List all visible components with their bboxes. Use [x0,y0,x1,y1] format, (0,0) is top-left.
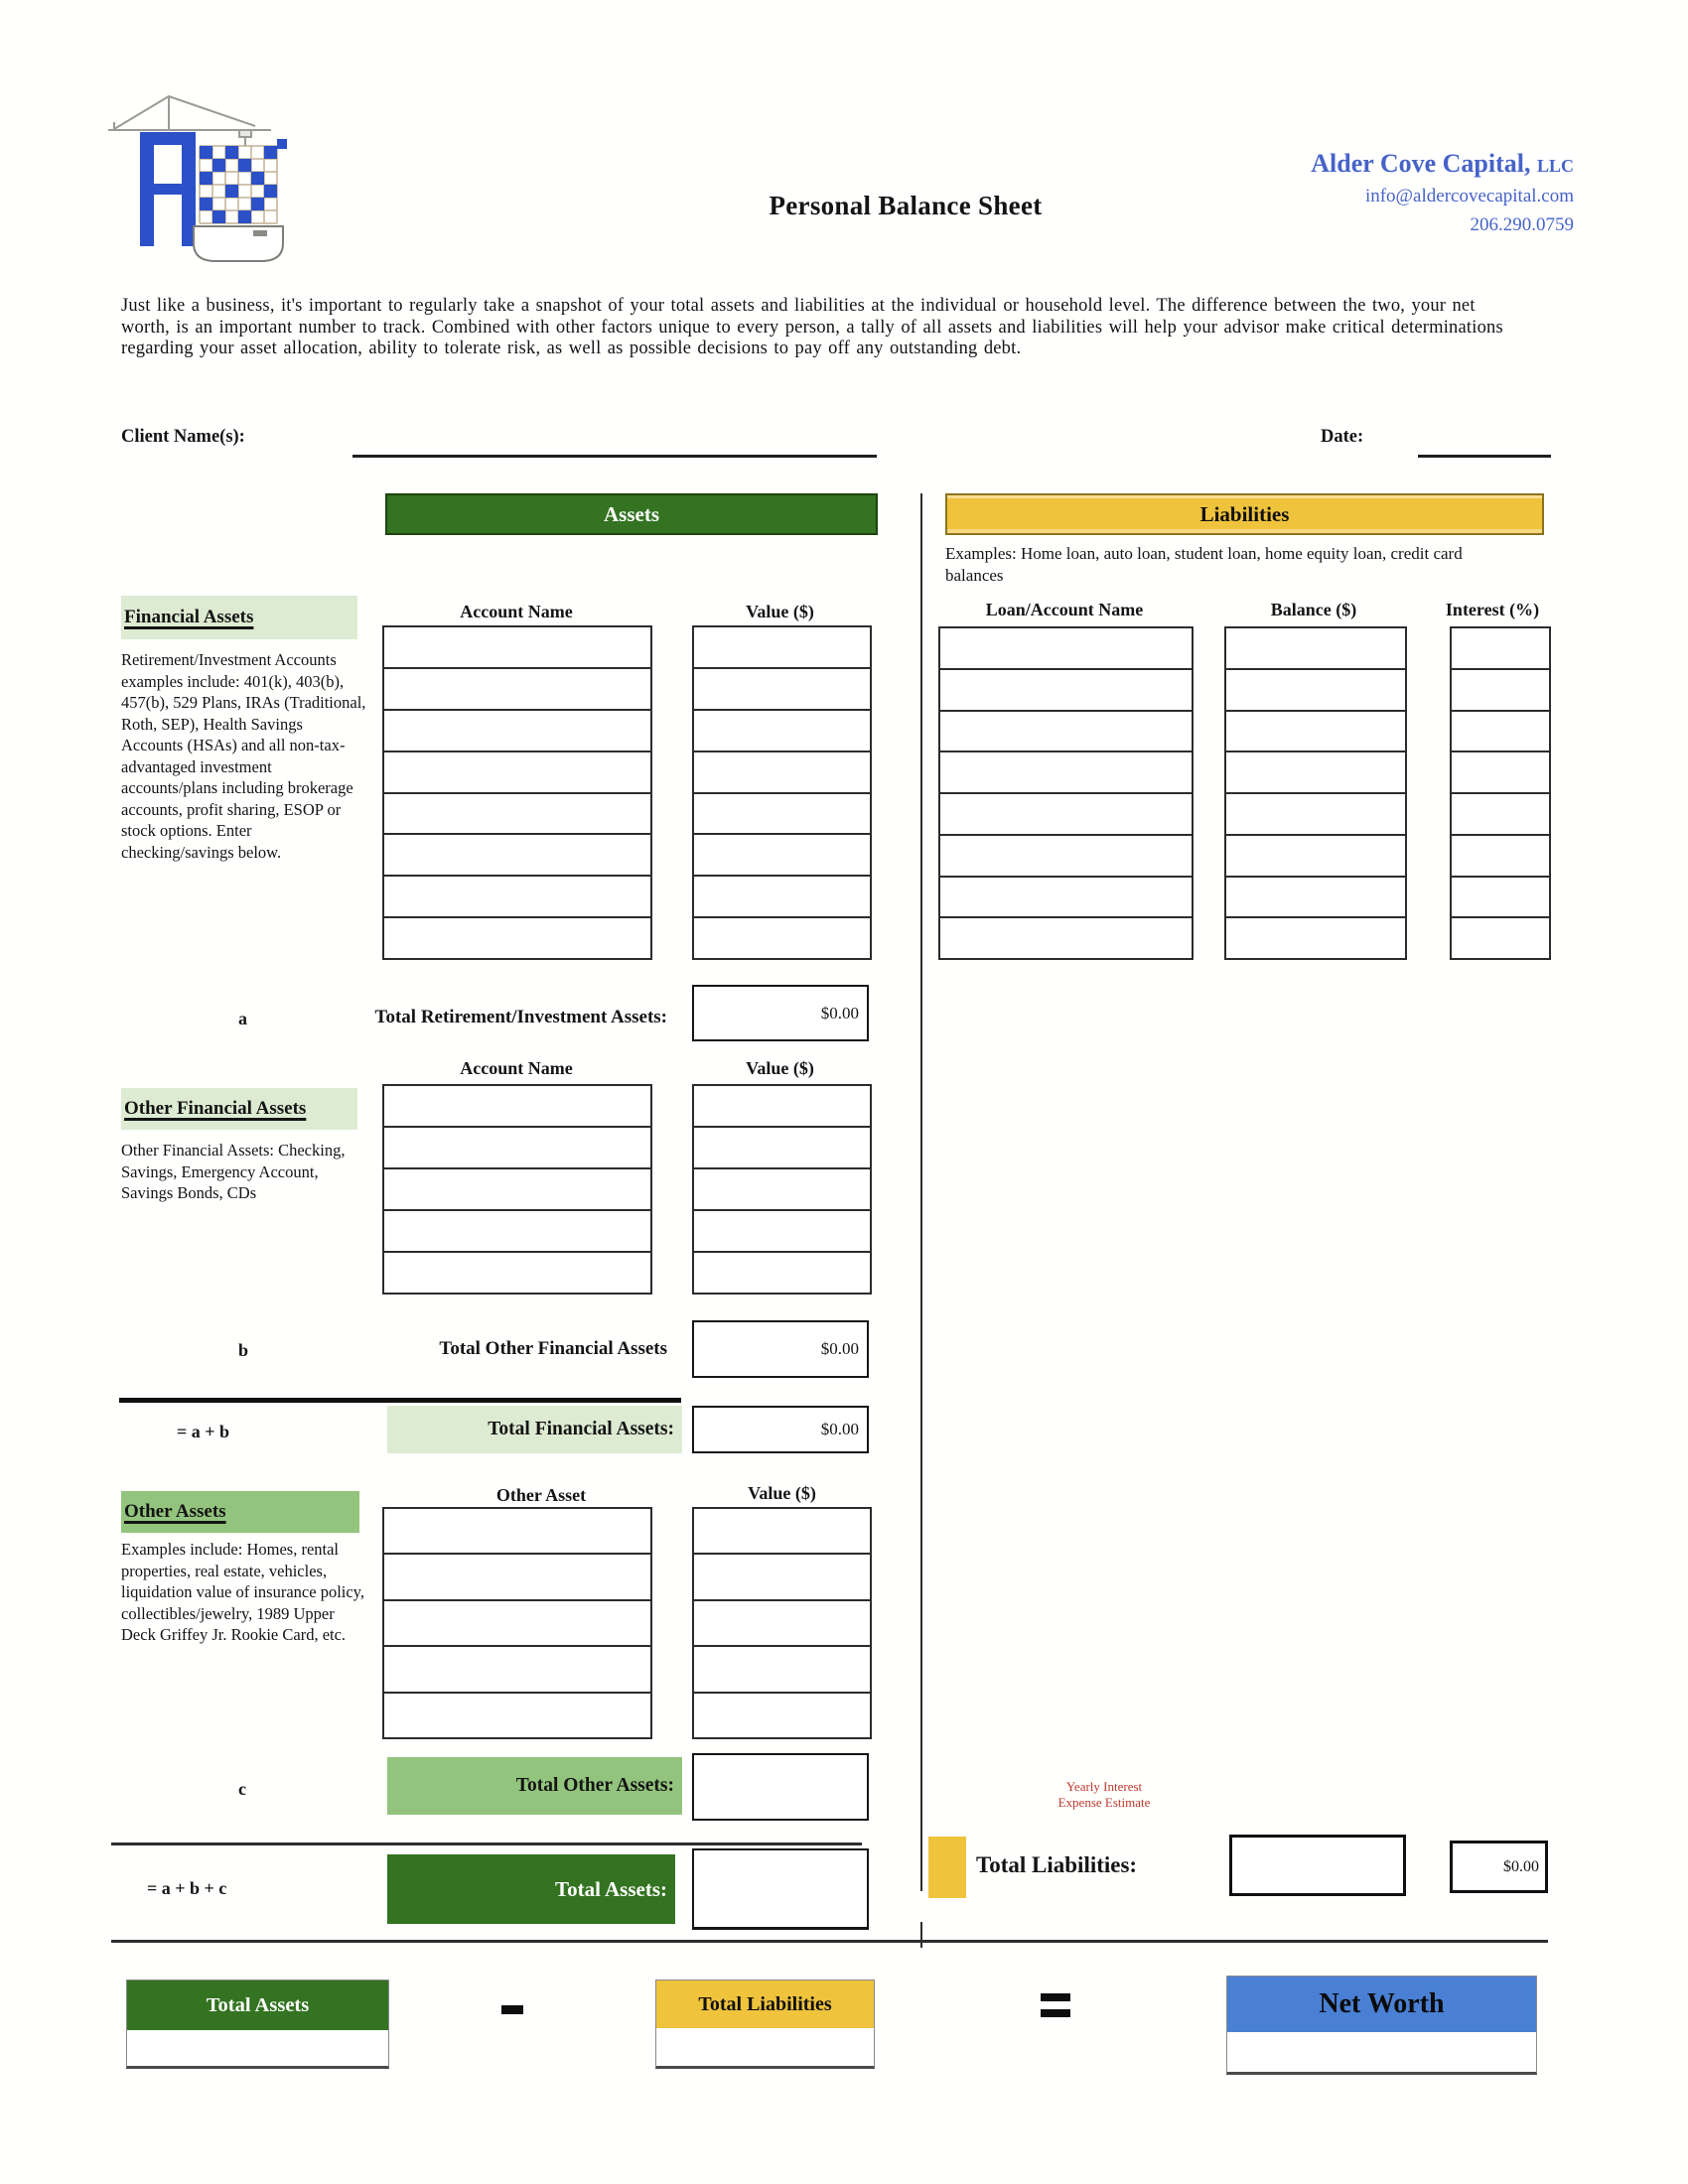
summary-total-assets-box [126,1979,389,2069]
interest-input-cell[interactable] [1452,876,1549,917]
interest-input-cell[interactable] [1452,916,1549,958]
account-name-input-cell[interactable] [384,627,650,667]
row-ab-key: = a + b [177,1422,230,1441]
brand-name [993,149,1574,181]
value-input-cell[interactable] [694,1209,870,1251]
brand-phone: 206.290.0759 [1470,214,1574,235]
summary-total-assets-header: Total Assets [127,1980,388,2030]
total-other-financial-assets-label: Total Other Financial Assets [439,1338,667,1359]
other-assets-label-text: Other Assets [124,1501,226,1522]
balance-input-cell[interactable] [1226,916,1405,958]
loan-account-name-input-cell[interactable] [940,668,1192,710]
summary-total-liabilities-value[interactable] [656,2028,874,2068]
other-assets-label [121,1491,359,1533]
brand-block [993,149,1574,238]
minus-icon [501,2005,523,2014]
value-input-cell[interactable] [694,627,870,667]
total-assets-row-label: Total Assets: [387,1854,675,1924]
balance-input-cell[interactable] [1226,751,1405,792]
value-input-cell[interactable] [694,1553,870,1598]
summary-total-assets-value[interactable] [127,2030,388,2068]
account-name-input-cell[interactable] [384,1086,650,1126]
account-name-input-cell[interactable] [384,1209,650,1251]
account-name-column-header-2: Account Name [460,1058,573,1078]
value-input-cell[interactable] [694,667,870,709]
row-abc-key: = a + b + c [147,1878,227,1898]
other-financial-account-name-table [382,1084,652,1295]
interest-input-cell[interactable] [1452,628,1549,668]
total-other-financial-assets-value[interactable]: $0.00 [692,1320,869,1378]
other-asset-input-cell[interactable] [384,1692,650,1737]
other-asset-input-cell[interactable] [384,1509,650,1553]
balance-input-cell[interactable] [1226,628,1405,668]
other-financial-assets-description: Other Financial Assets: Checking, Savings, Emergency Account, Savings Bonds, CDs [121,1141,346,1202]
total-liabilities-label: Total Liabilities: [976,1852,1138,1877]
retirement-value-table [692,625,872,960]
loan-account-name-input-cell[interactable] [940,792,1192,834]
total-financial-assets-value[interactable]: $0.00 [692,1406,869,1453]
value-input-cell[interactable] [694,1599,870,1645]
client-name-label: Client Name(s): [121,427,245,447]
value-input-cell[interactable] [694,1251,870,1293]
liabilities-interest-column-header: Interest (%) [1445,600,1540,619]
yearly-interest-estimate-value[interactable]: $0.00 [1450,1841,1548,1893]
liabilities-gold-swatch-icon [928,1837,966,1898]
value-input-cell[interactable] [694,792,870,834]
account-name-input-cell[interactable] [384,667,650,709]
other-assets-value-table [692,1507,872,1739]
value-input-cell[interactable] [694,751,870,792]
value-input-cell[interactable] [694,916,870,958]
liabilities-balance-table [1224,626,1407,960]
loan-account-name-input-cell[interactable] [940,710,1192,751]
client-name-field[interactable] [352,429,877,453]
row-c-key: c [238,1779,246,1799]
value-input-cell[interactable] [694,1126,870,1167]
client-name-underline [352,455,877,458]
liabilities-name-table [938,626,1194,960]
value-input-cell[interactable] [694,833,870,875]
other-assets-name-table [382,1507,652,1739]
interest-input-cell[interactable] [1452,751,1549,792]
summary-total-liabilities-header: Total Liabilities [656,1980,874,2028]
total-financial-assets-label: Total Financial Assets: [387,1406,682,1453]
other-asset-input-cell[interactable] [384,1553,650,1598]
brand-suffix-text: LLC [1536,156,1574,176]
loan-account-name-input-cell[interactable] [940,834,1192,876]
liabilities-interest-table [1450,626,1551,960]
value-input-cell[interactable] [694,1509,870,1553]
balance-input-cell[interactable] [1226,834,1405,876]
value-column-header-2: Value ($) [746,1058,814,1078]
financial-assets-label [121,596,357,639]
other-asset-input-cell[interactable] [384,1645,650,1691]
account-name-input-cell[interactable] [384,1126,650,1167]
balance-input-cell[interactable] [1226,668,1405,710]
total-liabilities-value[interactable] [1229,1835,1406,1896]
summary-net-worth-box [1226,1976,1537,2075]
row-b-key: b [238,1340,249,1360]
liabilities-examples: Examples: Home loan, auto loan, student loan, home equity loan, credit card balances [945,544,1463,585]
interest-input-cell[interactable] [1452,710,1549,751]
value-input-cell[interactable] [694,1692,870,1737]
account-name-input-cell[interactable] [384,1251,650,1293]
date-field[interactable] [1418,429,1551,453]
date-label: Date: [1321,427,1364,447]
other-assets-description: Examples include: Homes, rental properties, real estate, vehicles, liquidation value of insurance policy, collectibles/jewelry, 1989 Upper Deck Griffey Jr. Rookie Card, etc. [121,1540,364,1644]
other-financial-assets-label-text: Other Financial Assets [124,1098,307,1119]
total-retirement-assets-value[interactable]: $0.00 [692,985,869,1041]
value-input-cell[interactable] [694,875,870,916]
assets-section-header: Assets [385,493,878,535]
account-name-input-cell[interactable] [384,751,650,792]
loan-account-name-input-cell[interactable] [940,628,1192,668]
loan-account-name-input-cell[interactable] [940,751,1192,792]
brand-name-text: Alder Cove Capital, [1311,149,1531,178]
page-title: Personal Balance Sheet [769,191,1043,220]
account-name-input-cell[interactable] [384,792,650,834]
summary-net-worth-value[interactable] [1227,2032,1536,2074]
summary-total-liabilities-box [655,1979,875,2069]
account-name-input-cell[interactable] [384,709,650,751]
row-a-key: a [238,1009,247,1028]
other-financial-assets-label [121,1088,357,1130]
other-asset-column-header: Other Asset [495,1485,587,1505]
summary-net-worth-header: Net Worth [1227,1977,1536,2032]
total-other-assets-value[interactable] [692,1753,869,1821]
interest-input-cell[interactable] [1452,668,1549,710]
interest-input-cell[interactable] [1452,792,1549,834]
account-name-input-cell[interactable] [384,875,650,916]
total-assets-row-value[interactable] [692,1848,869,1930]
value-input-cell[interactable] [694,1167,870,1209]
liabilities-name-column-header: Loan/Account Name [985,600,1144,619]
date-underline [1418,455,1551,458]
account-name-input-cell[interactable] [384,1167,650,1209]
retirement-account-name-table [382,625,652,960]
financial-assets-description: Retirement/Investment Accounts examples include: 401(k), 403(b), 457(b), 529 Plans, IRAs (Traditional, Roth, SEP), Health Savings Accounts (HSAs) and all non-tax-advantaged investment accounts/plans including brokerage accounts, profit sharing, ESOP or stock options. Enter checking/savings below. [121,650,366,862]
account-name-input-cell[interactable] [384,916,650,958]
crane-container-ship-logo-icon [94,84,323,268]
bottom-rule [111,1940,1548,1943]
total-retirement-assets-label: Total Retirement/Investment Assets: [374,1007,667,1027]
other-financial-value-table [692,1084,872,1295]
yearly-interest-note: Yearly Interest Expense Estimate [1057,1779,1151,1810]
brand-email[interactable]: info@aldercovecapital.com [1364,186,1574,206]
subtotal-rule [119,1398,681,1403]
financial-assets-label-text: Financial Assets [124,607,254,627]
value-column-header-3: Value ($) [748,1483,816,1503]
total-assets-rule [111,1843,862,1845]
equals-icon [1041,1993,1070,2017]
balance-input-cell[interactable] [1226,876,1405,917]
account-name-input-cell[interactable] [384,833,650,875]
value-column-header: Value ($) [746,602,814,621]
value-input-cell[interactable] [694,709,870,751]
column-divider [920,493,922,1891]
value-input-cell[interactable] [694,1086,870,1126]
loan-account-name-input-cell[interactable] [940,876,1192,917]
intro-paragraph: Just like a business, it's important to regularly take a snapshot of your total assets and liabilities at the individual or household level. The difference between the two, your net worth, is an important number to track. Combined with other factors unique to every person, a tally of all assets and liabilities will help your advisor make critical determinations regarding your asset allocation, ability to tolerate risk, as well as possible decisions to pay off any outstanding debt. [121,296,1503,358]
loan-account-name-input-cell[interactable] [940,916,1192,958]
liabilities-section-header: Liabilities [945,493,1544,535]
account-name-column-header: Account Name [460,602,573,621]
column-divider-dash [920,1922,922,1948]
balance-input-cell[interactable] [1226,710,1405,751]
liabilities-balance-column-header: Balance ($) [1270,600,1357,619]
balance-input-cell[interactable] [1226,792,1405,834]
total-other-assets-label: Total Other Assets: [387,1757,682,1815]
interest-input-cell[interactable] [1452,834,1549,876]
value-input-cell[interactable] [694,1645,870,1691]
other-asset-input-cell[interactable] [384,1599,650,1645]
